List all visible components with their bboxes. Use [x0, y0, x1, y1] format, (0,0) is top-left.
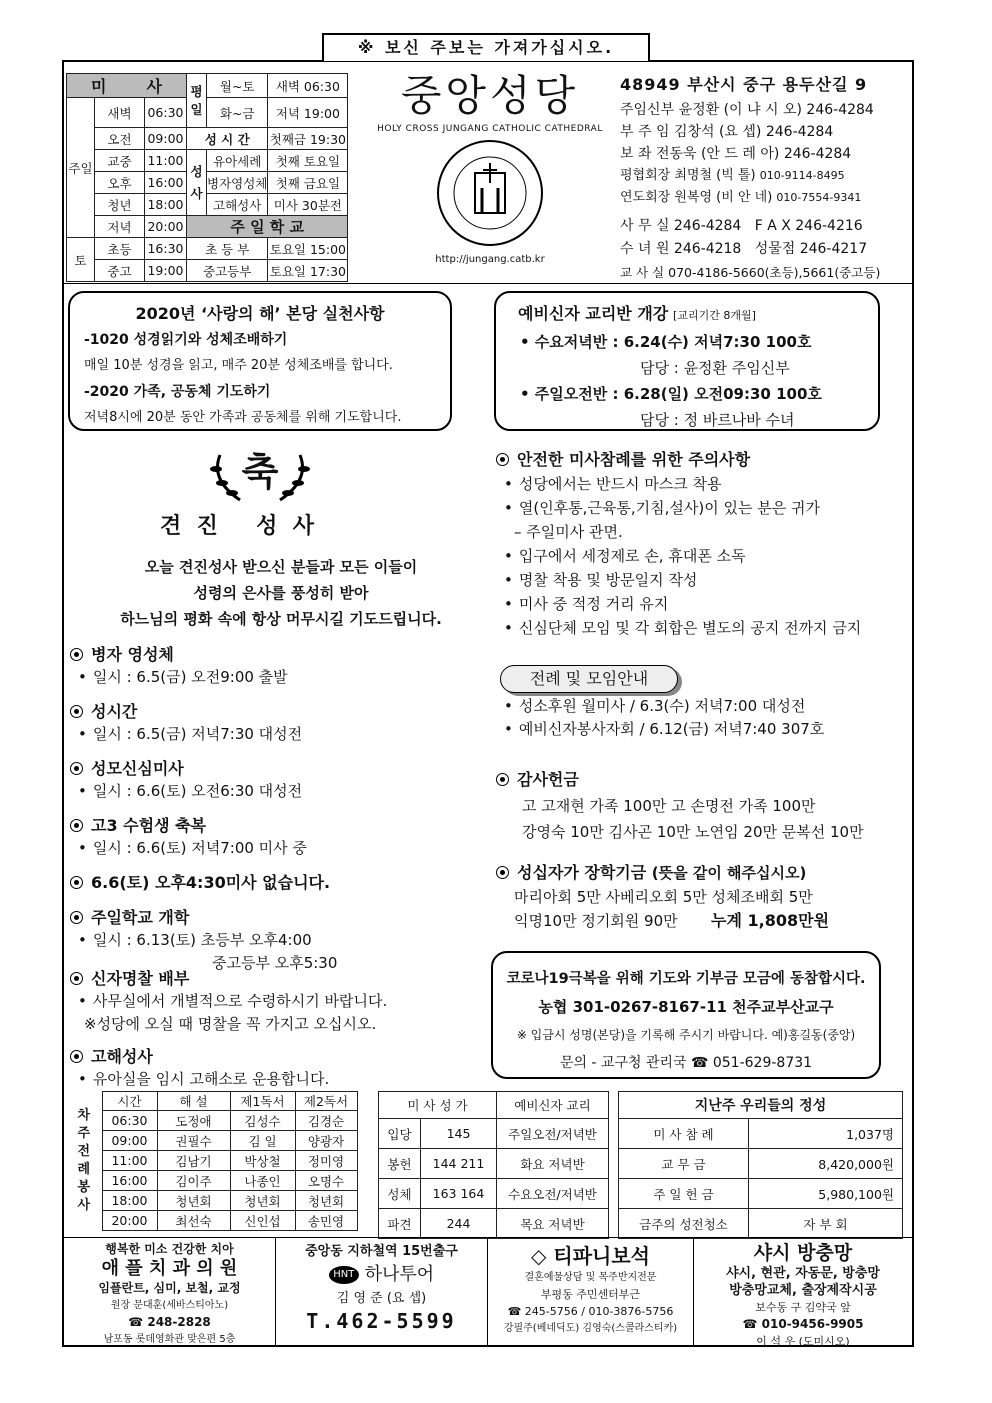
notice-holy-hour: 성시간 • 일시 : 6.5(금) 저녁7:30 대성전 [70, 700, 302, 746]
practice-box: 2020년 ‘사랑의 해’ 본당 실천사항 -1020 성경읽기와 성체조배하기 매일 10분 성경을 읽고, 매주 20분 성체조배를 합니다. -2020 가족, 공동체 기도하기 저녁8시에 20분 동안 가족과 공동체를 위해 기도합니다. [68, 291, 452, 431]
confirmation: 축 견 진 성 사 오늘 견진성사 받으신 분들과 모든 이들이 성령의 은사를 풍성히 받아 하느님의 평화 속에 항상 머무시길 기도드립니다. [70, 445, 480, 632]
notice-marian-mass: 성모신심미사 • 일시 : 6.6(토) 오전6:30 대성전 [70, 757, 302, 803]
church-name-en: HOLY CROSS JUNGANG CATHOLIC CATHEDRAL [377, 124, 603, 134]
laurel-badge: 축 [200, 445, 320, 505]
notice-no-mass: 6.6(토) 오후4:30미사 없습니다. [70, 871, 330, 894]
thanks-offering: 감사헌금 고 고재현 가족 100만 고 손명전 가족 100만 강영숙 10만 김사곤 10만 노연임 20만 문복선 10만 [496, 767, 864, 845]
address: 48949 부산시 중구 용두산길 9 [620, 75, 868, 94]
mass-schedule: 미 사 평 일 월~토 새벽 06:30 주일 새벽 06:30 화~금 저녁 19:00 오전 09:00 성 시 간 첫째금 19:30 교중 11:00 성 사 유아세례 첫째 토요일 오후 16:00 병자영성체 첫째 금요일 청년 18:00 고해성사 미사 30분전 저녁 20:00 주 일 학 교 토 초등 16:30 초 등 부 토요일 15:00 중고 19:00 중고등부 토요일 17:30 [66, 73, 348, 282]
next-week-duty: 차 주 전 례 봉 사 시간 해 설 제1독서 제2독서 06:30 도정애 김성수 김경순 09:00 권필수 김 일 양광자 11:00 김남기 박상철 정미영 16:00 김이주 나종인 오명수 18:00 청년회 청년회 청년회 20:00 최선숙 신인섭 송민영 [66, 1091, 358, 1231]
ad-hanatour: 중앙동 지하철역 15번출구 HNT 하나투어 김 영 준 (요 셉) T.462-5599 [276, 1237, 488, 1347]
cathedral-seal-icon [435, 138, 545, 248]
church-logo [370, 68, 610, 280]
church-url: http://jungang.catb.kr [435, 254, 545, 265]
ad-sash-screen: 샤시 방충망 샤시, 현관, 자동문, 방충망 방충망교체, 출장제작시공 보수동 구 김약국 앞 ☎ 010-9456-9905 이 석 우 (도미시오) [726, 1242, 880, 1348]
notice-name-tag: 신자명찰 배부 • 사무실에서 개별적으로 수령하시기 바랍니다. ※성당에 오실 때 명찰을 꼭 가지고 오십시오. [70, 967, 387, 1036]
notice-sunday-school: 주일학교 개학 • 일시 : 6.13(토) 초등부 오후4:00 중고등부 오후5:30 [70, 906, 337, 975]
ad-tiffany-jewelry: ◇ 티파니보석 결혼예물상담 및 목주반지전문 부평동 주민센터부근 ☎ 245-5756 / 010-3876-5756 강필주(베네딕도) 김영숙(스콜라스티카) [488, 1237, 694, 1347]
sunday-label: 주일 [67, 98, 95, 238]
liturgy-list: • 성소후원 월미사 / 6.3(수) 저녁7:00 대성전 • 예비신자봉사자회 / 6.12(금) 저녁7:40 307호 [496, 695, 824, 741]
weekday-label: 평 일 [187, 74, 207, 128]
catechumen-box: 예비신자 교리반 개강 [교리기간 8개월] • 수요저녁반 : 6.24(수) 저녁7:30 100호 담당 : 윤정환 주임신부 • 주일오전반 : 6.28(일) 오전09:30 100호 담당 : 정 바르나바 수녀 [494, 291, 880, 431]
offering-table: 지난주 우리들의 정성 미 사 참 례 1,037명 교 무 금 8,420,000원 주 일 헌 금 5,980,100원 금주의 성전청소 자 부 회 [618, 1091, 903, 1239]
notice-exam-blessing: 고3 수험생 축복 • 일시 : 6.6(토) 저녁7:00 미사 중 [70, 814, 307, 860]
contact-block: 48949 부산시 중구 용두산길 9 주임신부 윤정환 (이 냐 시 오) 246-4284 부 주 임 김창석 (요 셉) 246-4284 보 좌 전동욱 (안 드 레 아) 246-4284 평협회장 최명철 (빅 톨) 010-9114-8495 연도회장 원복영 (비 안 네) 010-7554-9341 사 무 실 246-4284 F A X 246-4216 수 녀 원 246-4218 성물점 246-4217 교 사 실 070-4186-5660(초등),5661(중고등) [620, 72, 910, 284]
take-home-notice: ※ 보신 주보는 가져가십시오. [322, 33, 650, 61]
choir-table: 미 사 성 가 예비신자 교리 입당 145 주일오전/저녁반 봉헌 144 211 화요 저녁반 성체 163 164 수요오전/저녁반 파견 244 목요 저녁반 [378, 1091, 609, 1239]
safety-notice: 안전한 미사참례를 위한 주의사항 • 성당에서는 반드시 마스크 착용 • 열(인후통,근육통,기침,설사)이 있는 분은 귀가 – 주일미사 관면. • 입구에서 세정제로 손, 휴대폰 소독 • 명찰 착용 및 방문일지 작성 • 미사 중 적정 거리 유지 • 신심단체 모임 및 각 회합은 별도의 공지 전까지 금지 [496, 448, 861, 640]
hanatour-logo-icon: HNT [329, 1266, 359, 1284]
ad-apple-dental: 행복한 미소 건강한 치아 애 플 치 과 의 원 임플란트, 심미, 보철, 교정 원장 문대훈(세바스티아노) ☎ 248-2828 남포동 롯데영화관 맞은편 5층 [64, 1237, 276, 1347]
liturgy-pill: 전례 및 모임안내 [500, 665, 678, 693]
covid-fundraiser: 코로나19극복을 위해 기도와 기부금 모금에 동참합시다. 농협 301-0267-8167-11 천주교부산교구 ※ 입금시 성명(본당)을 기록해 주시기 바랍니다. 예)홍길동(중앙) 문의 - 교구청 관리국 ☎ 051-629-8731 [491, 951, 881, 1079]
diamond-icon: ◇ [531, 1244, 547, 1268]
church-name: 중앙성당 [400, 71, 580, 120]
scholarship-fund: 성십자가 장학기금 (뜻을 같이 해주십시오) 마리아회 5만 사베리오회 5만 성체조배회 5만 익명10만 정기회원 90만 누계 1,808만원 [496, 861, 829, 933]
saturday-label: 토 [67, 238, 95, 282]
notice-sick-communion: 병자 영성체 • 일시 : 6.5(금) 오전9:00 출발 [70, 643, 288, 689]
header-divider [62, 283, 914, 284]
notice-confession: 고해성사 • 유아실을 임시 고해소로 운용합니다. [70, 1045, 329, 1091]
